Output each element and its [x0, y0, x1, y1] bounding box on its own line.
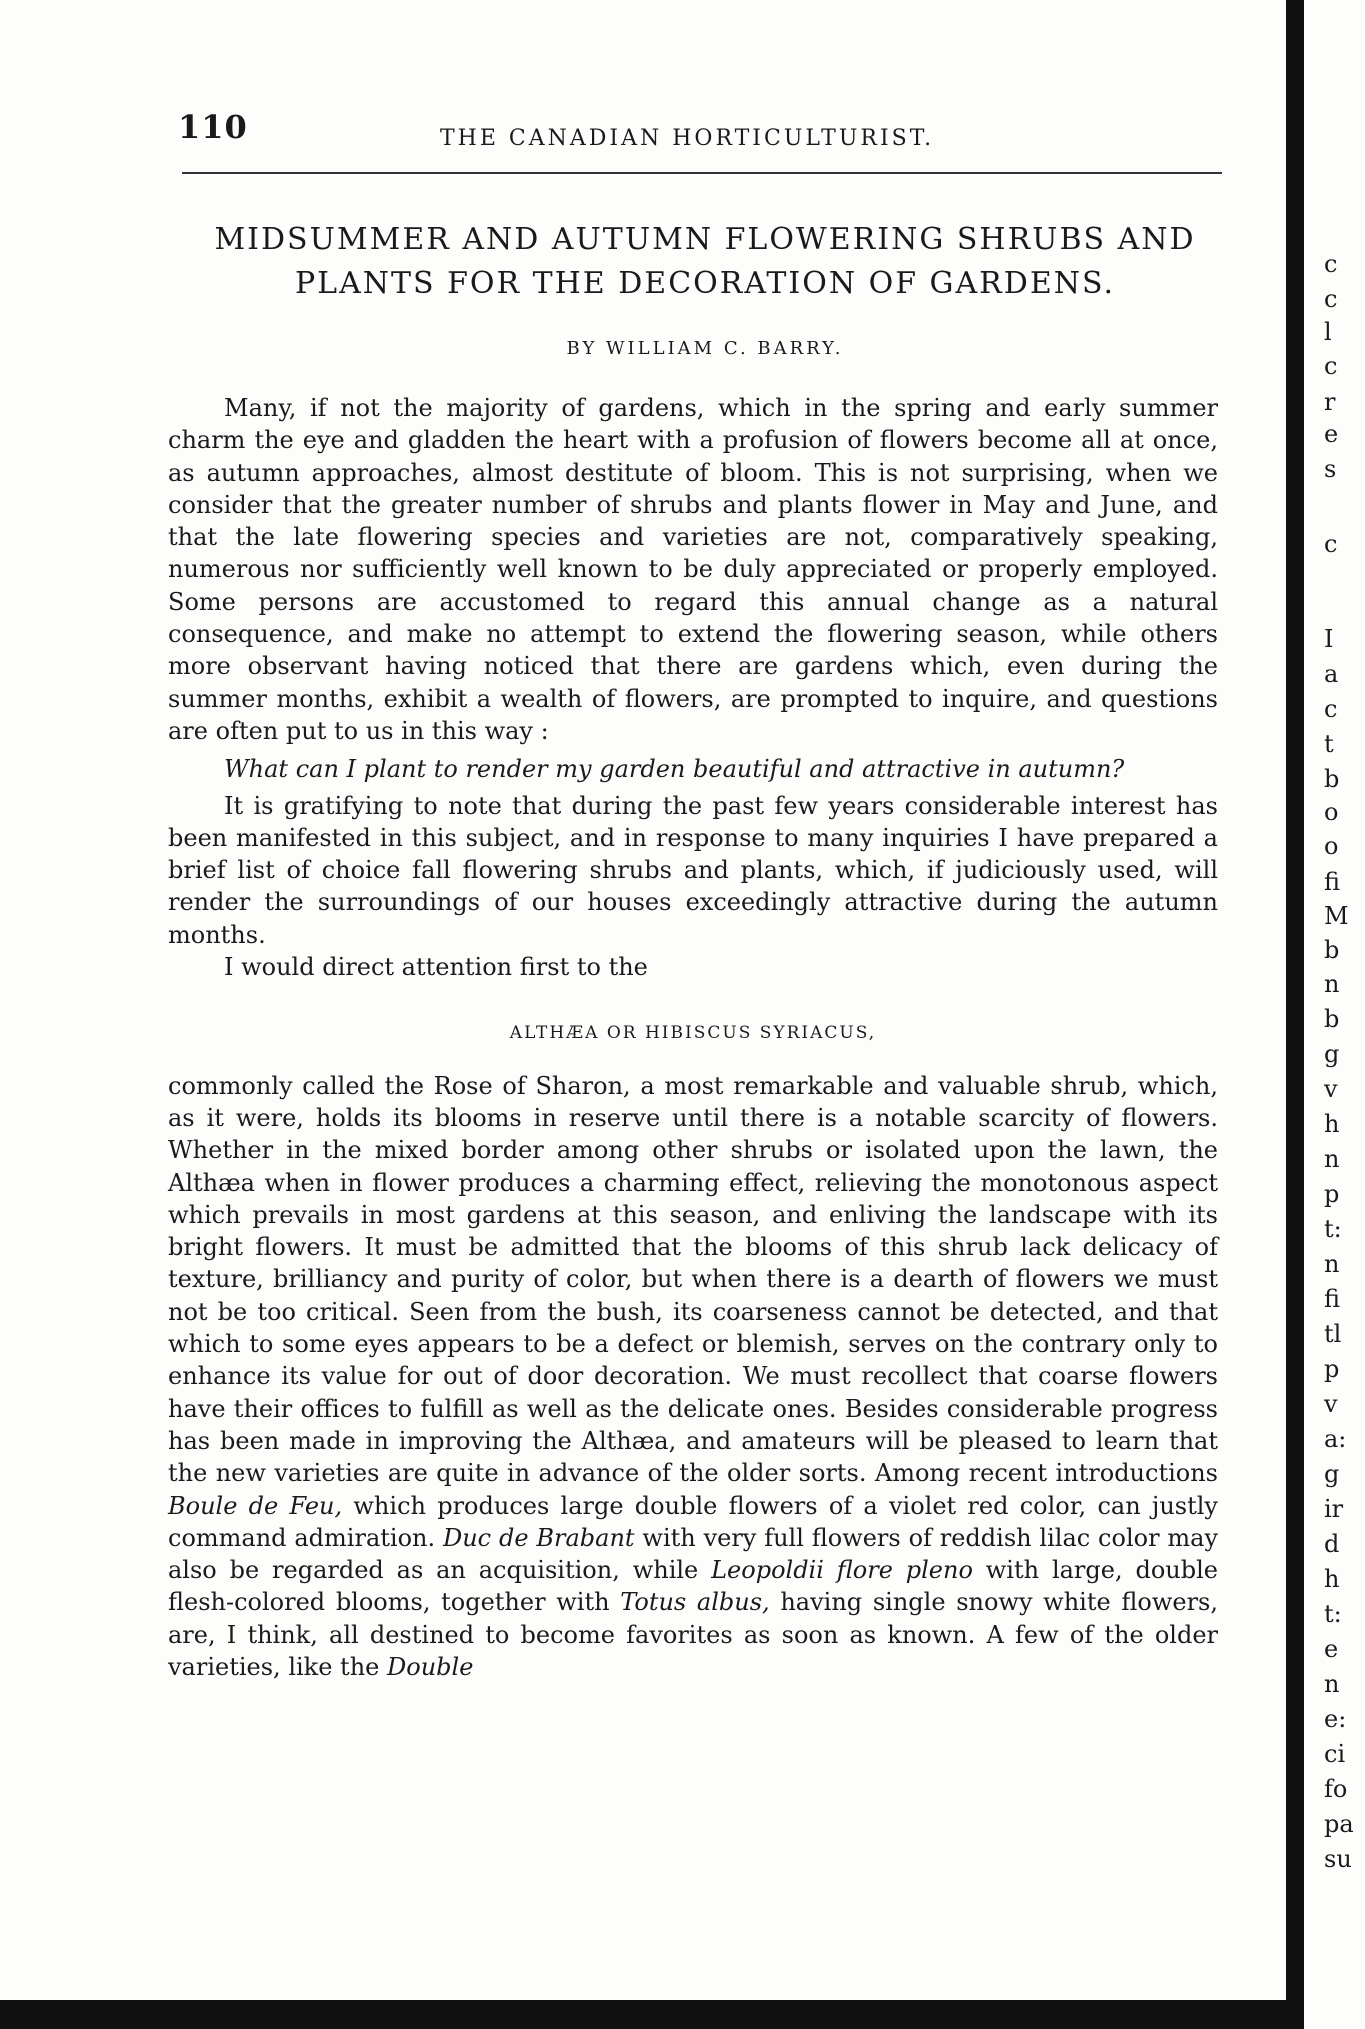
- althaea-text-e: having single snowy white flowers, are, I think, all destined to become favorites as soon as known. A few of the older varieties, like the: [168, 1588, 1218, 1681]
- page-header: [178, 108, 1218, 158]
- adjacent-page-fragment: a:: [1324, 1425, 1347, 1453]
- adjacent-page-fragment: p: [1324, 1355, 1340, 1383]
- adjacent-page-fragment: c: [1324, 250, 1338, 278]
- adjacent-page-fragment: fo: [1324, 1775, 1348, 1803]
- adjacent-page-fragment: h: [1324, 1110, 1340, 1138]
- bottom-scan-edge: [0, 2000, 1300, 2029]
- adjacent-page-fragment: n: [1324, 970, 1340, 998]
- adjacent-page-fragment: n: [1324, 1145, 1340, 1173]
- paragraph-interest: It is gratifying to note that during the past few years considerable interest has been manifested in this subject, and in response to many inquiries I have prepared a brief list of choice fall flowering shrubs and plants, which, if judiciously used, will render the surroundings of our houses exceedingly attractive during the autumn months.: [168, 791, 1218, 949]
- adjacent-page-edge: [1304, 0, 1365, 2029]
- adjacent-page-fragment: M: [1324, 902, 1349, 930]
- adjacent-page-fragment: r: [1324, 388, 1336, 416]
- adjacent-page-fragment: b: [1324, 765, 1340, 793]
- variety-leopoldii: Leopoldii flore pleno: [711, 1556, 973, 1585]
- adjacent-page-fragment: t:: [1324, 1215, 1342, 1243]
- paragraph-althaea: [168, 1070, 1218, 1684]
- byline: BY WILLIAM C. BARRY.: [566, 338, 844, 359]
- adjacent-page-fragment: pa: [1324, 1810, 1354, 1838]
- question-line: What can I plant to render my garden beautiful and attractive in autumn?: [224, 755, 1125, 784]
- althaea-text-d: with large, double flesh-colored blooms, together with: [168, 1556, 1218, 1617]
- adjacent-page-fragment: c: [1324, 695, 1338, 723]
- adjacent-page-fragment: ci: [1324, 1740, 1346, 1768]
- adjacent-page-fragment: c: [1324, 530, 1338, 558]
- variety-totus-albus: Totus albus,: [620, 1588, 770, 1617]
- adjacent-page-fragment: b: [1324, 1005, 1340, 1033]
- adjacent-page-fragment: o: [1324, 832, 1339, 860]
- althaea-text-a: commonly called the Rose of Sharon, a most remarkable and valuable shrub, which, as it were, holds its blooms in reserve until there is a notable scarcity of flowers. Whether in the mixed border among other shrubs or isolated upon the lawn, the Althæa when in flower produces a charming effect, relieving the monotonous aspect which prevails in most gardens at this season, and enliving the landscape with its bright flowers. It must be admitted that the blooms of this shrub lack delicacy of texture, brilliancy and purity of color, but when there is a dearth of flowers we must not be too critical. Seen from the bush, its coarseness cannot be detected, and that which to some eyes appears to be a defect or blemish, serves on the contrary only to enhance its value for out of door decoration. We must recollect that coarse flowers have their offices to fulfill as well as the delicate ones. Besides considerable progress has been made in improving the Althæa, and amateurs will be pleased to learn that the new varieties are quite in advance of the older sorts. Among recent introductions: [168, 1071, 1218, 1488]
- adjacent-page-fragment: c: [1324, 285, 1338, 313]
- adjacent-page-fragment: d: [1324, 1530, 1340, 1558]
- adjacent-page-fragment: l: [1324, 318, 1332, 346]
- variety-double: Double: [387, 1652, 474, 1681]
- adjacent-page-fragment: e:: [1324, 1705, 1347, 1733]
- adjacent-page-fragment: b: [1324, 936, 1340, 964]
- adjacent-page-fragment: g: [1324, 1040, 1340, 1068]
- adjacent-page-fragment: t:: [1324, 1600, 1342, 1628]
- adjacent-page-fragment: e: [1324, 420, 1339, 448]
- article-title-line-2: PLANTS FOR THE DECORATION OF GARDENS.: [294, 266, 1115, 301]
- adjacent-page-fragment: e: [1324, 1635, 1339, 1663]
- adjacent-page-fragment: I: [1324, 625, 1334, 653]
- adjacent-page-fragment: h: [1324, 1565, 1340, 1593]
- adjacent-page-fragment: n: [1324, 1250, 1340, 1278]
- adjacent-page-fragment: fi: [1324, 868, 1341, 896]
- adjacent-page-fragment: n: [1324, 1670, 1340, 1698]
- adjacent-page-fragment: a: [1324, 660, 1339, 688]
- section-heading-althaea: ALTHÆA OR HIBISCUS SYRIACUS,: [509, 1023, 877, 1044]
- running-title: THE CANADIAN HORTICULTURIST.: [440, 126, 935, 151]
- article-title: [175, 218, 1235, 306]
- adjacent-page-fragment: ir: [1324, 1495, 1344, 1523]
- althaea-text-b: which produces large double flowers of a violet red color, can justly command admiration.: [168, 1491, 1218, 1552]
- header-rule: [182, 172, 1222, 174]
- paragraph-direct-attention: I would direct attention first to the: [224, 953, 648, 982]
- adjacent-page-fragment: s: [1324, 455, 1337, 483]
- adjacent-page-fragment: tl: [1324, 1320, 1342, 1348]
- adjacent-page-fragment: c: [1324, 352, 1338, 380]
- paragraph-intro: Many, if not the majority of gardens, which in the spring and early summer charm the eye and gladden the heart with a profusion of flowers become all at once, as autumn approaches, almost destitute of bloom. This is not surprising, when we consider that the greater number of shrubs and plants flower in May and June, and that the late flowering species and varieties are not, comparatively speaking, numerous nor sufficiently well known to be duly appreciated or properly employed. Some persons are accustomed to regard this annual change as a natural consequence, and make no attempt to extend the flowering season, while others more observant having noticed that there are gardens which, even during the summer months, exhibit a wealth of flowers, are prompted to inquire, and questions are often put to us in this way :: [168, 394, 1218, 745]
- variety-duc-de-brabant: Duc de Brabant: [442, 1523, 635, 1552]
- adjacent-page-fragment: o: [1324, 798, 1339, 826]
- adjacent-page-fragment: fi: [1324, 1285, 1341, 1313]
- adjacent-page-fragment: g: [1324, 1460, 1340, 1488]
- althaea-text-c: with very full flowers of reddish lilac color may also be regarded as an acquisition, while: [168, 1523, 1219, 1585]
- adjacent-page-fragment: v: [1324, 1390, 1338, 1418]
- article-body: [168, 392, 1218, 1683]
- page-gutter-shadow: [1286, 0, 1304, 2029]
- article-title-line-1: MIDSUMMER AND AUTUMN FLOWERING SHRUBS AND: [214, 222, 1196, 257]
- adjacent-page-fragment: v: [1324, 1075, 1338, 1103]
- adjacent-page-fragment: t: [1324, 730, 1334, 758]
- adjacent-page-fragment: p: [1324, 1180, 1340, 1208]
- adjacent-page-fragment: su: [1324, 1845, 1352, 1873]
- variety-boule-de-feu: Boule de Feu,: [168, 1491, 343, 1520]
- page-number: 110: [178, 108, 248, 146]
